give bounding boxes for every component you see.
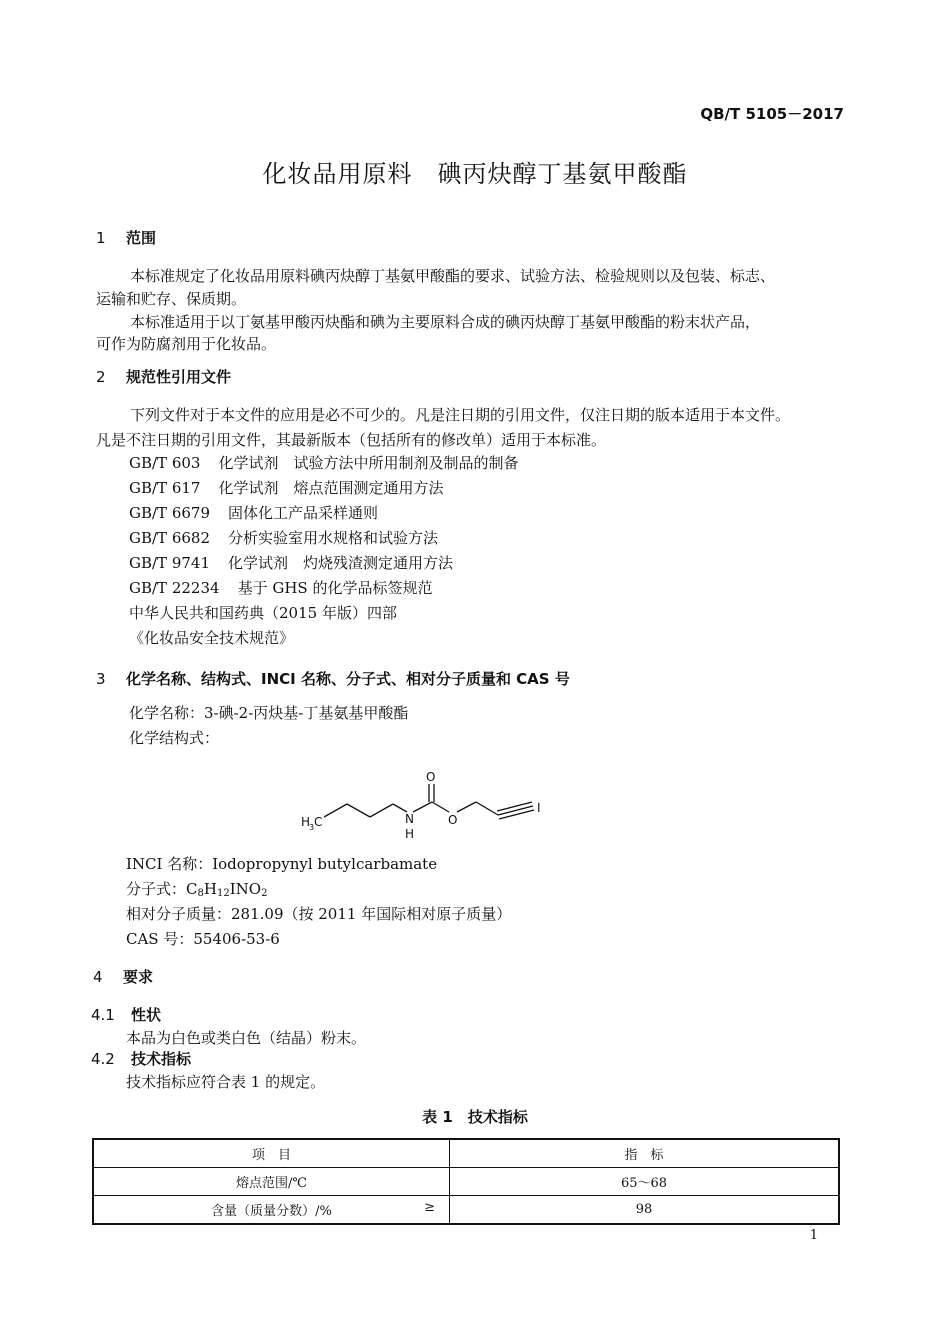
atom-label: C — [314, 815, 323, 829]
section-4-heading — [93, 966, 153, 987]
table-row — [93, 1168, 839, 1196]
reference-item — [129, 551, 518, 576]
section-title: 化学名称、结构式、INCI 名称、分子式、相对分子质量和 CAS 号 — [126, 670, 570, 688]
table-caption: 表 1 技术指标 — [422, 1108, 528, 1126]
section-2-heading — [96, 366, 231, 387]
bond — [393, 804, 407, 812]
value-cell: 98 — [450, 1196, 840, 1225]
section-title: 技术指标 — [131, 1050, 192, 1068]
reference-code: GB/T 6682 — [129, 529, 211, 547]
reference-item — [129, 451, 518, 476]
item-cell — [93, 1196, 450, 1225]
chemical-structure-diagram — [290, 762, 560, 844]
reference-code: GB/T 603 — [129, 454, 201, 472]
formula-subscript: 8 — [197, 888, 204, 899]
section-number: 4.1 — [91, 1006, 115, 1024]
bond — [457, 802, 476, 812]
structure-label: 化学结构式： — [129, 729, 220, 747]
reference-code: GB/T 22234 — [129, 579, 220, 597]
spec-intro-text: 技术指标应符合表 1 的规定。 — [126, 1073, 326, 1091]
formula-element: C — [186, 880, 198, 898]
column-header-item: 项 目 — [93, 1139, 450, 1168]
item-label: 含量（质量分数）/% — [211, 1204, 332, 1219]
reference-title: 基于 GHS 的化学品标签规范 — [237, 579, 433, 597]
column-header-value: 指 标 — [450, 1139, 840, 1168]
table-row — [93, 1196, 839, 1225]
scope-para1-line2: 运输和贮存、保质期。 — [96, 290, 247, 308]
cas-number: CAS 号：55406-53-6 — [126, 930, 280, 948]
section-1-heading — [96, 227, 156, 248]
reference-title: 分析实验室用水规格和试验方法 — [228, 529, 439, 547]
formula-element: H — [203, 880, 217, 898]
reference-item — [129, 501, 518, 526]
formula-subscript: 2 — [261, 888, 268, 899]
value-cell: 65～68 — [450, 1168, 840, 1196]
section-4-1-heading — [91, 1004, 161, 1025]
reference-title: 化学试剂 试验方法中所用制剂及制品的制备 — [218, 454, 519, 472]
appearance-text: 本品为白色或类白色（结晶）粉末。 — [126, 1029, 367, 1047]
section-number: 2 — [96, 368, 106, 386]
normative-reference-list — [129, 451, 518, 651]
item-cell — [93, 1168, 450, 1196]
scope-para2-line2: 可作为防腐剂用于化妆品。 — [96, 335, 277, 353]
section-title: 性状 — [131, 1006, 162, 1024]
reference-title: 固体化工产品采样通则 — [228, 504, 379, 522]
bond — [324, 804, 347, 817]
scope-para2-line1: 本标准适用于以丁氨基甲酸丙炔酯和碘为主要原料合成的碘丙炔醇丁基氨甲酸酯的粉末状产品， — [130, 313, 761, 331]
section-title: 范围 — [126, 229, 157, 247]
triple-bond — [499, 810, 534, 819]
refs-intro-line2: 凡是不注日期的引用文件，其最新版本（包括所有的修改单）适用于本标准。 — [96, 431, 607, 449]
scope-para1-line1: 本标准规定了化妆品用原料碘丙炔醇丁基氨甲酸酯的要求、试验方法、检验规则以及包装、标志、 — [130, 267, 776, 285]
section-title: 要求 — [123, 968, 154, 986]
reference-code: GB/T 9741 — [129, 554, 211, 572]
triple-bond — [497, 802, 532, 811]
bond — [370, 804, 393, 817]
specification-table — [92, 1138, 840, 1225]
item-label: 熔点范围/℃ — [236, 1176, 307, 1191]
document-title: 化妆品用原料 碘丙炔醇丁基氨甲酸酯 — [262, 160, 688, 188]
section-title: 规范性引用文件 — [126, 368, 232, 386]
atom-label: O — [426, 770, 436, 784]
bond — [347, 804, 370, 817]
reference-item: 《化妆品安全技术规范》 — [129, 629, 295, 647]
section-number: 3 — [96, 670, 106, 688]
section-number: 4.2 — [91, 1050, 115, 1068]
relative-molecular-mass: 相对分子质量：281.09（按 2011 年国际相对原子质量） — [126, 905, 512, 923]
bond — [432, 802, 449, 812]
reference-item — [129, 576, 518, 601]
section-3-heading — [96, 668, 570, 689]
chemical-name: 化学名称：3-碘-2-丙炔基-丁基氨基甲酸酯 — [129, 704, 409, 722]
reference-code: GB/T 6679 — [129, 504, 211, 522]
reference-item: 中华人民共和国药典（2015 年版）四部 — [129, 604, 397, 622]
refs-intro-line1: 下列文件对于本文件的应用是必不可少的。凡是注日期的引用文件，仅注日期的版本适用于本文件。 — [130, 406, 791, 424]
inci-name: INCI 名称：Iodopropynyl butylcarbamate — [126, 855, 438, 873]
page-number: 1 — [809, 1228, 818, 1243]
atom-label: I — [537, 801, 541, 815]
atom-label: H — [405, 827, 415, 841]
formula-subscript: 12 — [216, 888, 230, 899]
reference-code: GB/T 617 — [129, 479, 201, 497]
reference-title: 化学试剂 熔点范围测定通用方法 — [218, 479, 444, 497]
bond — [476, 802, 498, 815]
section-4-2-heading — [91, 1048, 191, 1069]
atom-label: N — [405, 812, 414, 826]
reference-item — [129, 526, 518, 551]
bond — [413, 802, 432, 812]
atom-label: O — [448, 813, 458, 827]
molecular-formula — [126, 877, 267, 902]
section-number: 4 — [93, 968, 103, 986]
table-header-row — [93, 1139, 839, 1168]
formula-label: 分子式： — [126, 880, 187, 898]
reference-title: 化学试剂 灼烧残渣测定通用方法 — [228, 554, 454, 572]
standard-code: QB/T 5105－2017 — [700, 105, 844, 123]
reference-item — [129, 476, 518, 501]
formula-element: INO — [229, 880, 262, 898]
atom-label: H — [301, 815, 311, 829]
triple-bond — [498, 806, 533, 815]
operator: ≥ — [424, 1200, 435, 1215]
atom-label: 3 — [309, 823, 315, 832]
section-number: 1 — [96, 229, 106, 247]
